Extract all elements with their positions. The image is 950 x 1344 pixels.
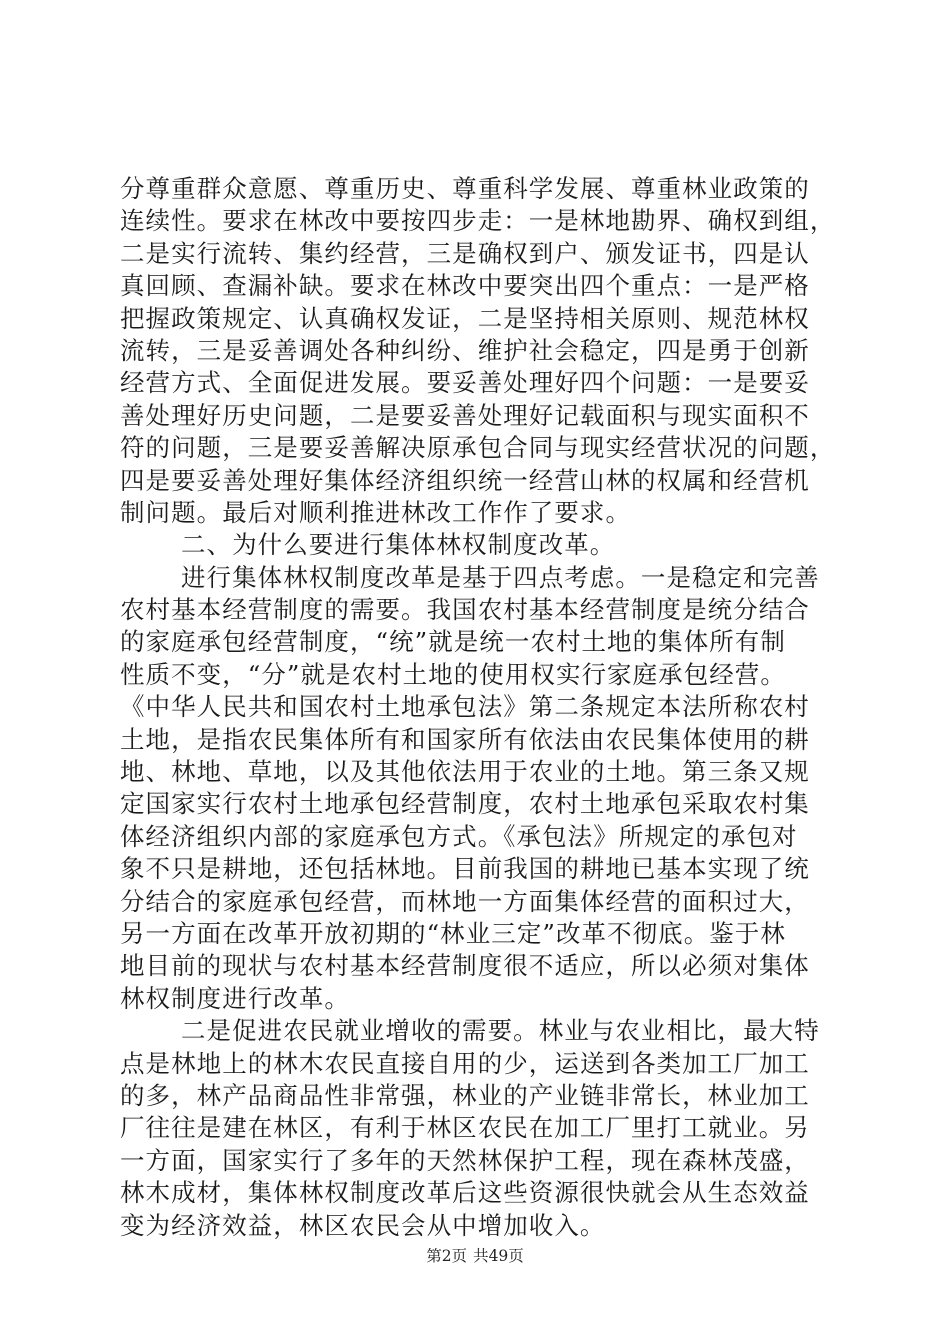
text-line: 制问题。最后对顺利推进林改工作作了要求。 [120, 497, 631, 527]
text-line: 地目前的现状与农村基本经营制度很不适应，所以必须对集体 [120, 951, 810, 981]
text-line: 农村基本经营制度的需要。我国农村基本经营制度是统分结合 [120, 595, 810, 625]
text-line: 经营方式、全面促进发展。要妥善处理好四个问题：一是要妥 [120, 368, 810, 398]
text-line: 的家庭承包经营制度，“统”就是统一农村土地的集体所有制 [120, 627, 786, 657]
text-line: 体经济组织内部的家庭承包方式。《承包法》所规定的承包对 [120, 821, 798, 851]
section-heading-text: 二、为什么要进行集体林权制度改革。 [181, 530, 616, 560]
text-line: 定国家实行农村土地承包经营制度，农村土地承包采取农村集 [120, 789, 810, 819]
text-line: 地、林地、草地，以及其他依法用于农业的土地。第三条又规 [120, 757, 810, 787]
paragraph [120, 562, 830, 1015]
text-line: 一方面，国家实行了多年的天然林保护工程，现在森林茂盛， [120, 1145, 810, 1175]
text-line: 善处理好历史问题，二是要妥善处理好记载面积与现实面积不 [120, 400, 810, 430]
text-line: 另一方面在改革开放初期的“林业三定”改革不彻底。鉴于林 [120, 918, 786, 948]
text-line: 林权制度进行改革。 [120, 983, 350, 1013]
paragraph [120, 1015, 830, 1242]
text-line: 符的问题，三是要妥善解决原承包合同与现实经营状况的问题， [120, 433, 836, 463]
text-line: 二是促进农民就业增收的需要。林业与农业相比，最大特 [181, 1016, 820, 1046]
text-line: 性质不变，“分”就是农村土地的使用权实行家庭承包经营。 [120, 659, 786, 689]
text-line: 二是实行流转、集约经营，三是确权到户、颁发证书，四是认 [120, 238, 810, 268]
text-line: 的多，林产品商品性非常强，林业的产业链非常长，林业加工 [120, 1080, 810, 1110]
text-line: 《中华人民共和国农村土地承包法》第二条规定本法所称农村 [120, 692, 810, 722]
text-line: 四是要妥善处理好集体经济组织统一经营山林的权属和经营机 [120, 465, 810, 495]
text-line: 连续性。要求在林改中要按四步走：一是林地勘界、确权到组， [120, 206, 836, 236]
section-heading [120, 529, 830, 561]
text-line: 流转，三是妥善调处各种纠纷、维护社会稳定，四是勇于创新 [120, 335, 810, 365]
text-line: 分尊重群众意愿、尊重历史、尊重科学发展、尊重林业政策的 [120, 174, 810, 203]
text-line: 真回顾、查漏补缺。要求在林改中要突出四个重点：一是严格 [120, 271, 810, 301]
text-line: 进行集体林权制度改革是基于四点考虑。一是稳定和完善 [181, 562, 820, 592]
page-footer [0, 1246, 950, 1266]
text-line: 土地，是指农民集体所有和国家所有依法由农民集体使用的耕 [120, 724, 810, 754]
document-body [120, 173, 836, 1242]
text-line: 变为经济效益，林区农民会从中增加收入。 [120, 1210, 606, 1240]
text-line: 象不只是耕地，还包括林地。目前我国的耕地已基本实现了统 [120, 854, 810, 884]
text-line: 分结合的家庭承包经营，而林地一方面集体经营的面积过大， [120, 886, 810, 916]
paragraph [120, 173, 836, 529]
text-line: 点是林地上的林木农民直接自用的少，运送到各类加工厂加工 [120, 1048, 810, 1078]
text-line: 林木成材，集体林权制度改革后这些资源很快就会从生态效益 [120, 1178, 810, 1208]
page-total: 共49页 [473, 1247, 524, 1265]
page-number: 第2页 [426, 1247, 468, 1265]
text-line: 把握政策规定、认真确权发证，二是坚持相关原则、规范林权 [120, 303, 810, 333]
text-line: 厂往往是建在林区，有利于林区农民在加工厂里打工就业。另 [120, 1113, 810, 1143]
